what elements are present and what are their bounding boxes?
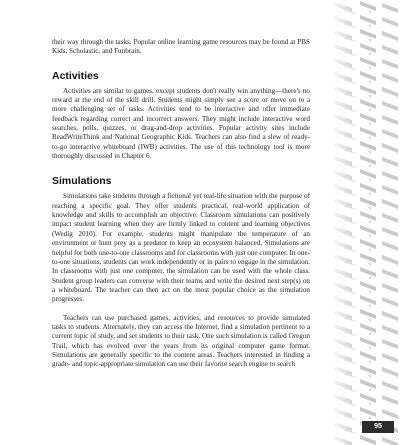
activities-paragraph: Activities are similar to games, except students don't really win anything—there's no reward at the end of the skill drill. Students might simply see a score or move on to a more challenging set of tasks. Activities tend to be interactive and offer immediate feedback regarding correct and incorrect answers. They might include interactive word searches, polls, quizzes, or drag-and-drop activities. Popular activity sites include ReadWriteThink and National Geographic Kids. Teachers can also find a slew of ready-to-go interactive whiteboard (IWB) activities. The use of this technology tool is more thoroughly discussed in Chapter 6. [52, 86, 310, 161]
simulations-heading: Simulations [52, 175, 112, 188]
text-column [52, 38, 310, 370]
activities-heading: Activities [52, 69, 99, 82]
intro-paragraph: their way through the tasks. Popular online learning game resources may be found at PBS Kids, Scholastic, and Funbrain. [52, 38, 310, 56]
page-number-tab [362, 421, 394, 433]
page-number: 95 [374, 423, 382, 430]
simulations-paragraph-2: Teachers can use purchased games, activities, and resources to provide simulated tasks to students. Alternately, they can access the Internet, find a simulation pertinent to a current topic of study, and set students to their task. One such simulation is called Oregon Trail, which has evolved over the years from its original computer game format. Simulations are generally specific to the content areas. Teachers interested in finding a grade- and topic-appropriate simulation can use their favorite search engine to search [52, 313, 310, 369]
decorative-tire-track-strip [330, 0, 400, 445]
tire-track-pattern-icon [330, 0, 400, 445]
simulations-paragraph-1: Simulations take students through a fictional yet real-life situation with the purpose of reaching a specific goal. They offer students practical, real-world application of knowledge and skills to accomplish an objective. Classroom simulations can positively impact student learning when they are firmly linked to content and learning objectives (Wedig 2010). For example, students might manipulate the temperature of an environment or hunt prey as a predator to keep an ecosystem balanced. Simulations are helpful for both one-to-one classrooms and for classrooms with just one computer. In one-to-one situations, students can work independently or in pairs to engage in the simulation. In classrooms with just one computer, the simulation can be used with the whole class. Student group leaders can converse with their teams and write the desired next step(s) on a whiteboard. The teacher can then act on the most popular choice as the simulation progresses. [52, 192, 310, 304]
